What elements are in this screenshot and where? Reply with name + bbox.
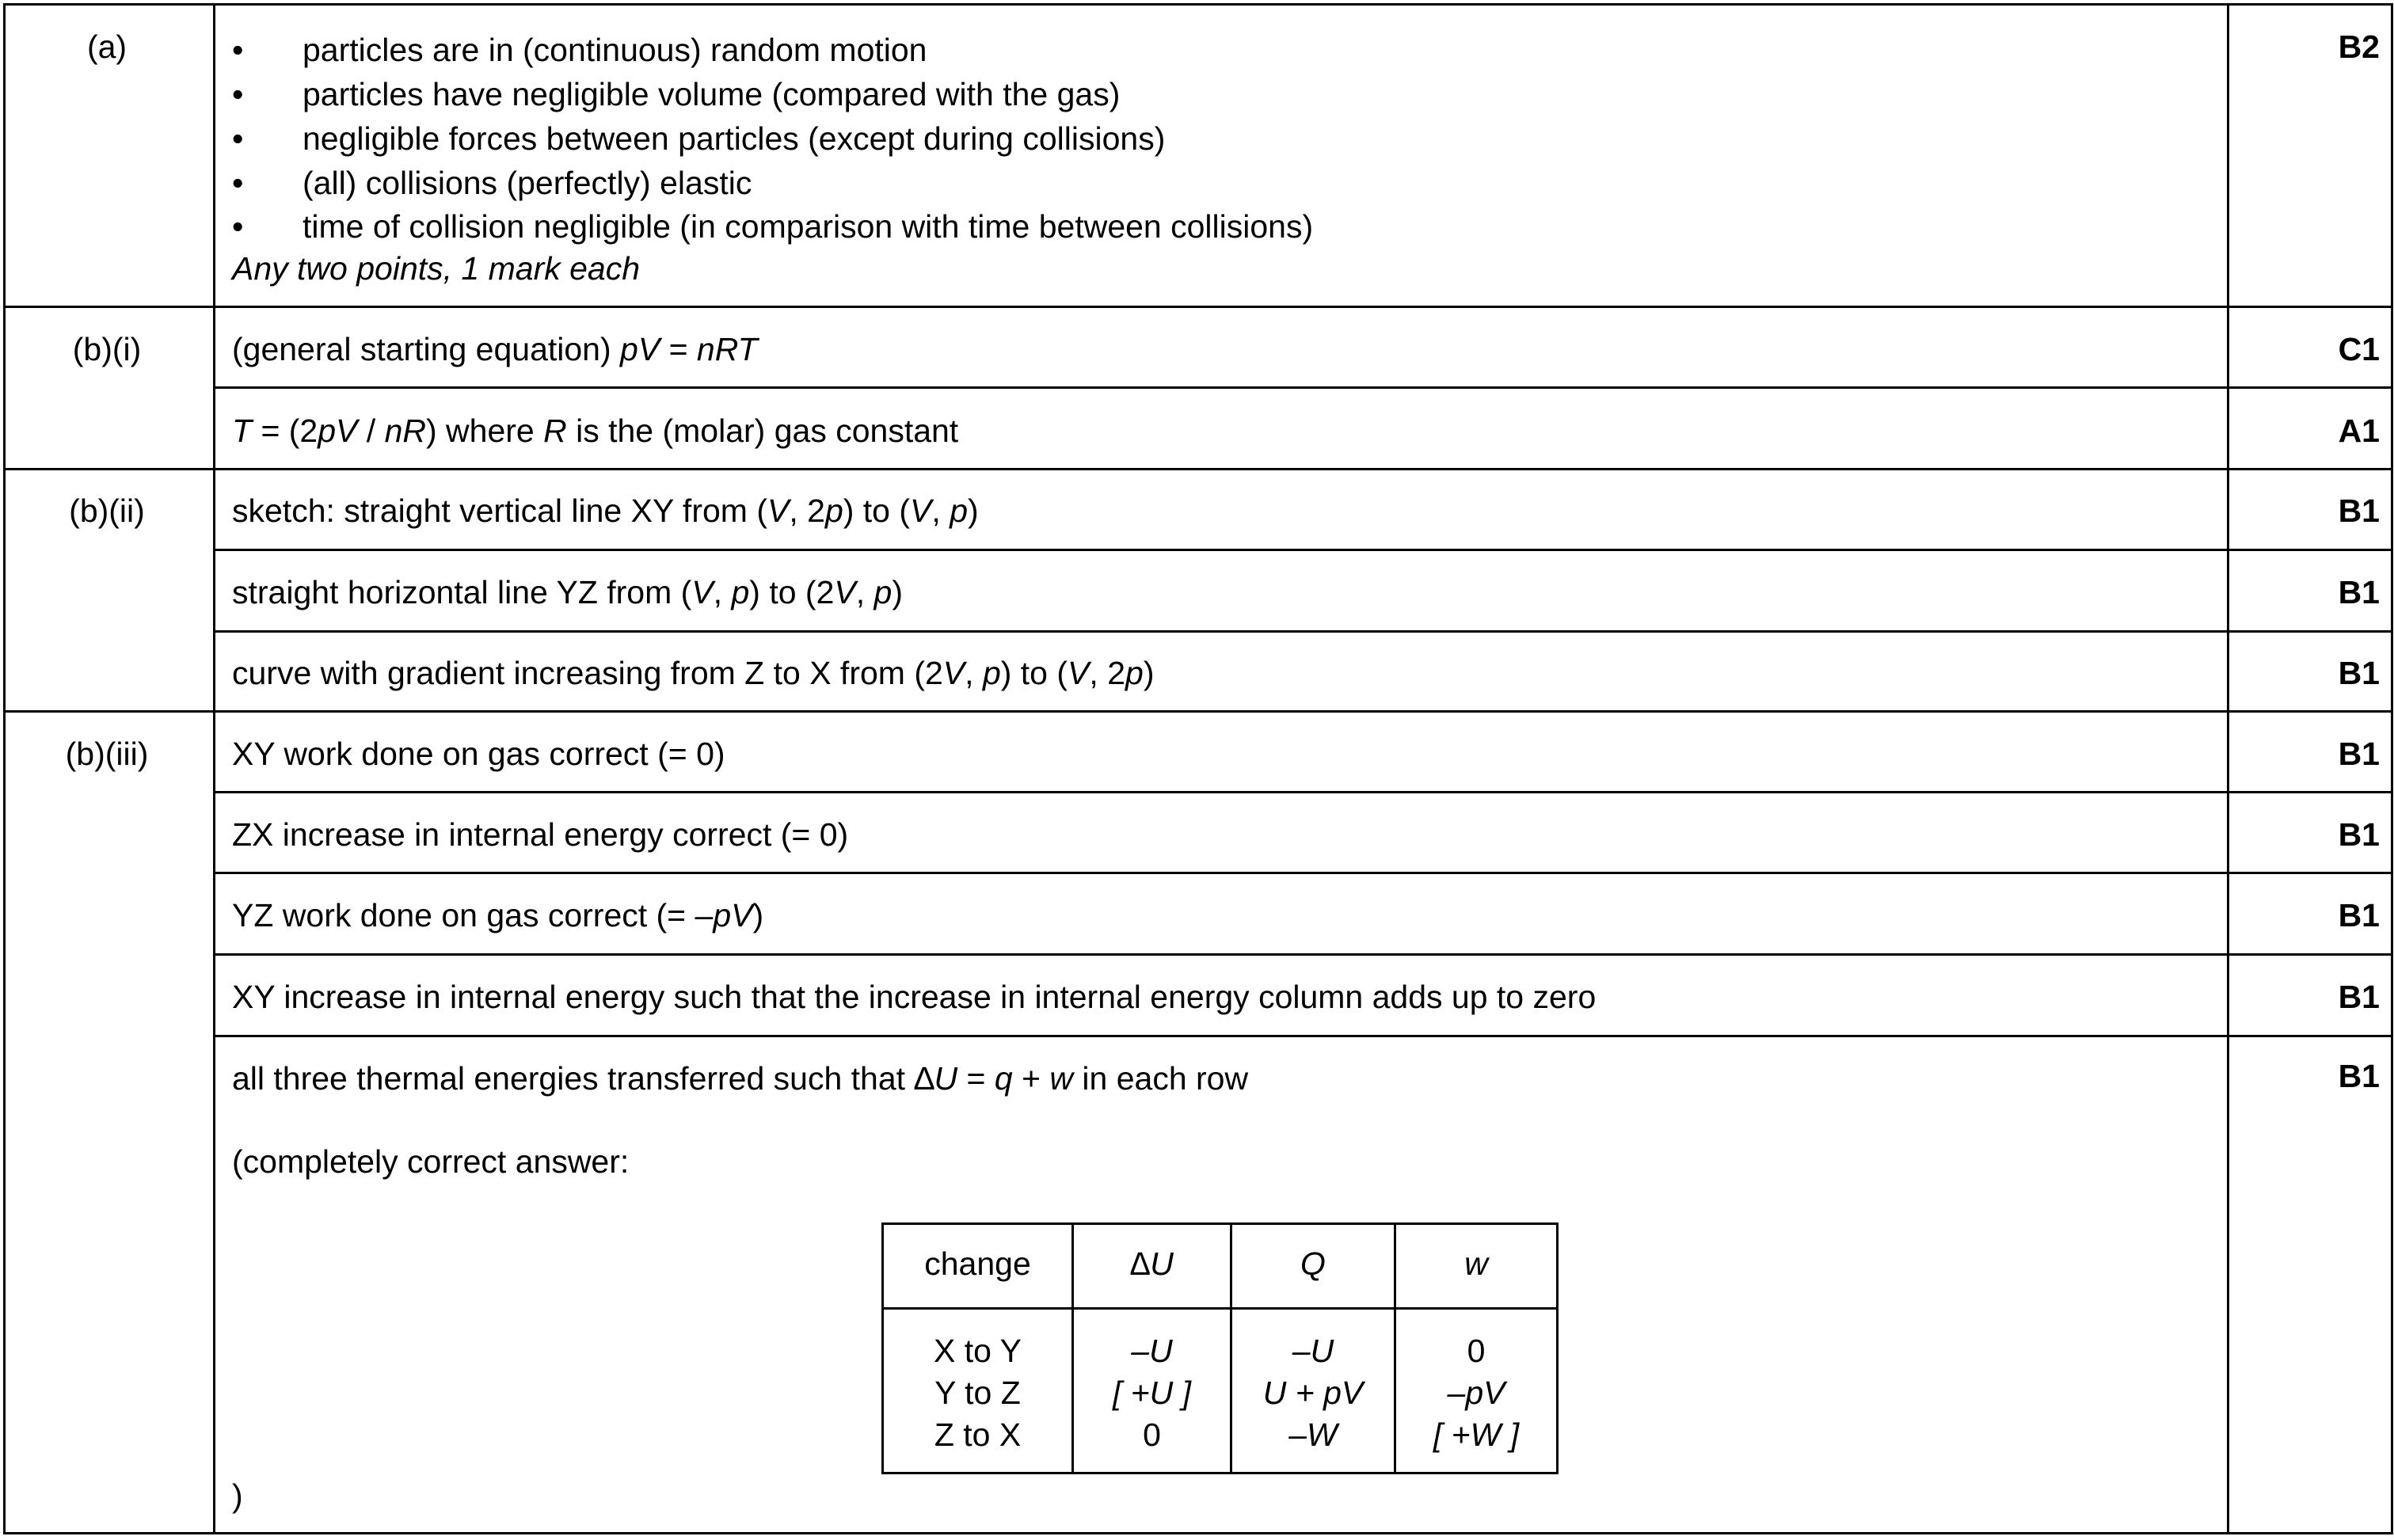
mark-biii-1: B1 xyxy=(2338,736,2380,772)
answer-line xyxy=(232,1060,1248,1097)
note-text xyxy=(232,250,640,287)
mark-biii-3: B1 xyxy=(2338,897,2380,934)
line-text: , xyxy=(931,492,950,529)
line-text: ) xyxy=(892,574,903,610)
answer-table-header xyxy=(1074,1245,1230,1283)
answer-col-change xyxy=(884,1330,1071,1456)
var: V xyxy=(767,492,790,529)
mark-bii-2: B1 xyxy=(2338,574,2380,610)
row-divider xyxy=(213,872,2393,874)
row-divider xyxy=(213,630,2393,633)
var: V xyxy=(910,492,932,529)
line-text: YZ work done on gas correct (= – xyxy=(232,897,714,934)
mark-bii-1: B1 xyxy=(2338,492,2380,529)
line-text: ) xyxy=(968,492,979,529)
row-divider xyxy=(3,710,2393,713)
line-text: , 2 xyxy=(789,492,825,529)
answer-col-du xyxy=(1074,1330,1230,1456)
header-text: ∆U xyxy=(1130,1245,1174,1282)
note-italic: Any two points, 1 mark each xyxy=(232,250,641,287)
var: pV xyxy=(713,897,753,934)
cell: 0 xyxy=(1467,1333,1486,1369)
cell: U + pV xyxy=(1262,1375,1364,1411)
line-text: sketch: straight vertical line XY from ( xyxy=(232,492,767,529)
bullet-text: particles have negligible volume (compared with the gas) xyxy=(303,76,1121,112)
var: w xyxy=(1049,1060,1074,1097)
part-label-bi: (b)(i) xyxy=(72,331,142,367)
cell: –U xyxy=(1292,1333,1334,1369)
bullet-text: (all) collisions (perfectly) elastic xyxy=(303,165,752,201)
var: U xyxy=(934,1060,958,1097)
line-text: ) xyxy=(1143,655,1155,691)
mark-a: B2 xyxy=(2338,29,2380,65)
answer-line: XY increase in internal energy such that the increase in internal energy column adds up to zero xyxy=(232,979,1597,1015)
bullet-dot: • xyxy=(232,120,244,157)
equation-part: pV xyxy=(620,331,660,367)
answer-table-header-divider xyxy=(884,1307,1556,1310)
header-text: Q xyxy=(1300,1245,1326,1282)
line-text: ) to (2 xyxy=(749,574,835,610)
bullet-dot: • xyxy=(232,165,244,201)
line-text: is the (molar) gas constant xyxy=(566,413,959,449)
row-divider xyxy=(3,468,2393,470)
mark-bi-1: C1 xyxy=(2338,331,2380,367)
answer-col-w xyxy=(1396,1330,1556,1456)
equation-part: = xyxy=(660,331,697,367)
answer-line xyxy=(232,574,903,611)
part-label-a: (a) xyxy=(86,29,128,65)
var: p xyxy=(1125,655,1144,691)
cell: –W xyxy=(1288,1416,1338,1453)
row-divider xyxy=(213,953,2393,956)
answer-line xyxy=(232,331,758,368)
mark-biii-4: B1 xyxy=(2338,979,2380,1015)
line-text: , xyxy=(713,574,732,610)
answer-col-q xyxy=(1232,1330,1394,1456)
var: p xyxy=(982,655,1001,691)
line-text: (general starting equation) xyxy=(232,331,621,367)
answer-table-header xyxy=(1232,1245,1394,1283)
answer-line xyxy=(232,413,958,450)
bullet-dot: • xyxy=(232,208,244,245)
line-text: curve with gradient increasing from Z to X from (2 xyxy=(232,655,943,691)
line-text: ) xyxy=(752,897,764,934)
var: p xyxy=(824,492,843,529)
var: p xyxy=(950,492,969,529)
var: V xyxy=(834,574,856,610)
part-label-bii: (b)(ii) xyxy=(69,492,145,529)
equation-part: R xyxy=(543,413,567,449)
line-text: ) to ( xyxy=(843,492,911,529)
line-text: , xyxy=(855,574,874,610)
header-text: w xyxy=(1464,1245,1488,1282)
answer-line xyxy=(232,897,763,934)
answer-table xyxy=(881,1222,1559,1474)
equation-part: / xyxy=(357,413,385,449)
cell: –pV xyxy=(1447,1375,1505,1411)
mark-biii-2: B1 xyxy=(2338,816,2380,853)
answer-line xyxy=(232,655,1154,692)
row-divider xyxy=(213,1035,2393,1037)
cell: X to Y xyxy=(934,1333,1022,1369)
bullet-dot: • xyxy=(232,76,244,112)
answer-table-header: change xyxy=(924,1245,1031,1282)
row-divider xyxy=(213,791,2393,793)
answer-line: XY work done on gas correct (= 0) xyxy=(232,736,725,772)
equation-part: nR xyxy=(384,413,426,449)
answer-line: ZX increase in internal energy correct (= 0) xyxy=(232,816,849,853)
var: V xyxy=(942,655,965,691)
var: V xyxy=(1068,655,1090,691)
equation-part: pV xyxy=(318,413,358,449)
cell: [ +W ] xyxy=(1433,1416,1520,1453)
answer-intro: (completely correct answer: xyxy=(232,1143,630,1180)
var: q xyxy=(994,1060,1013,1097)
equation-part: T xyxy=(232,413,253,449)
cell: –U xyxy=(1131,1333,1173,1369)
part-label-biii: (b)(iii) xyxy=(65,736,149,772)
line-text: + xyxy=(1012,1060,1050,1097)
var: p xyxy=(873,574,893,610)
bullet-text: negligible forces between particles (except during collisions) xyxy=(303,120,1166,157)
line-text: in each row xyxy=(1073,1060,1249,1097)
var: p xyxy=(731,574,750,610)
mark-bii-3: B1 xyxy=(2338,655,2380,691)
column-divider-part xyxy=(213,3,215,1534)
cell: Z to X xyxy=(934,1416,1022,1453)
row-divider xyxy=(213,386,2393,389)
equation-part: = (2 xyxy=(252,413,318,449)
cell: Y to Z xyxy=(934,1375,1021,1411)
column-divider-mark xyxy=(2227,3,2229,1534)
bullet-dot: • xyxy=(232,32,244,68)
bullet-text: particles are in (continuous) random motion xyxy=(303,32,927,68)
cell: 0 xyxy=(1143,1416,1161,1453)
row-divider xyxy=(3,306,2393,308)
answer-line xyxy=(232,492,979,530)
line-text: all three thermal energies transferred such that ∆ xyxy=(232,1060,934,1097)
mark-biii-5: B1 xyxy=(2338,1058,2380,1094)
answer-table-header xyxy=(1396,1245,1556,1283)
row-divider xyxy=(213,549,2393,551)
equation-part: nRT xyxy=(696,331,758,367)
answer-close: ) xyxy=(232,1477,243,1514)
line-text: ) to ( xyxy=(1000,655,1068,691)
line-text: ) where xyxy=(426,413,544,449)
line-text: = xyxy=(957,1060,995,1097)
cell: [ +U ] xyxy=(1112,1375,1192,1411)
line-text: , xyxy=(965,655,983,691)
line-text: straight horizontal line YZ from ( xyxy=(232,574,692,610)
bullet-text: time of collision negligible (in comparison with time between collisions) xyxy=(303,208,1314,245)
line-text: , 2 xyxy=(1089,655,1125,691)
mark-bi-2: A1 xyxy=(2338,413,2380,449)
var: V xyxy=(691,574,714,610)
